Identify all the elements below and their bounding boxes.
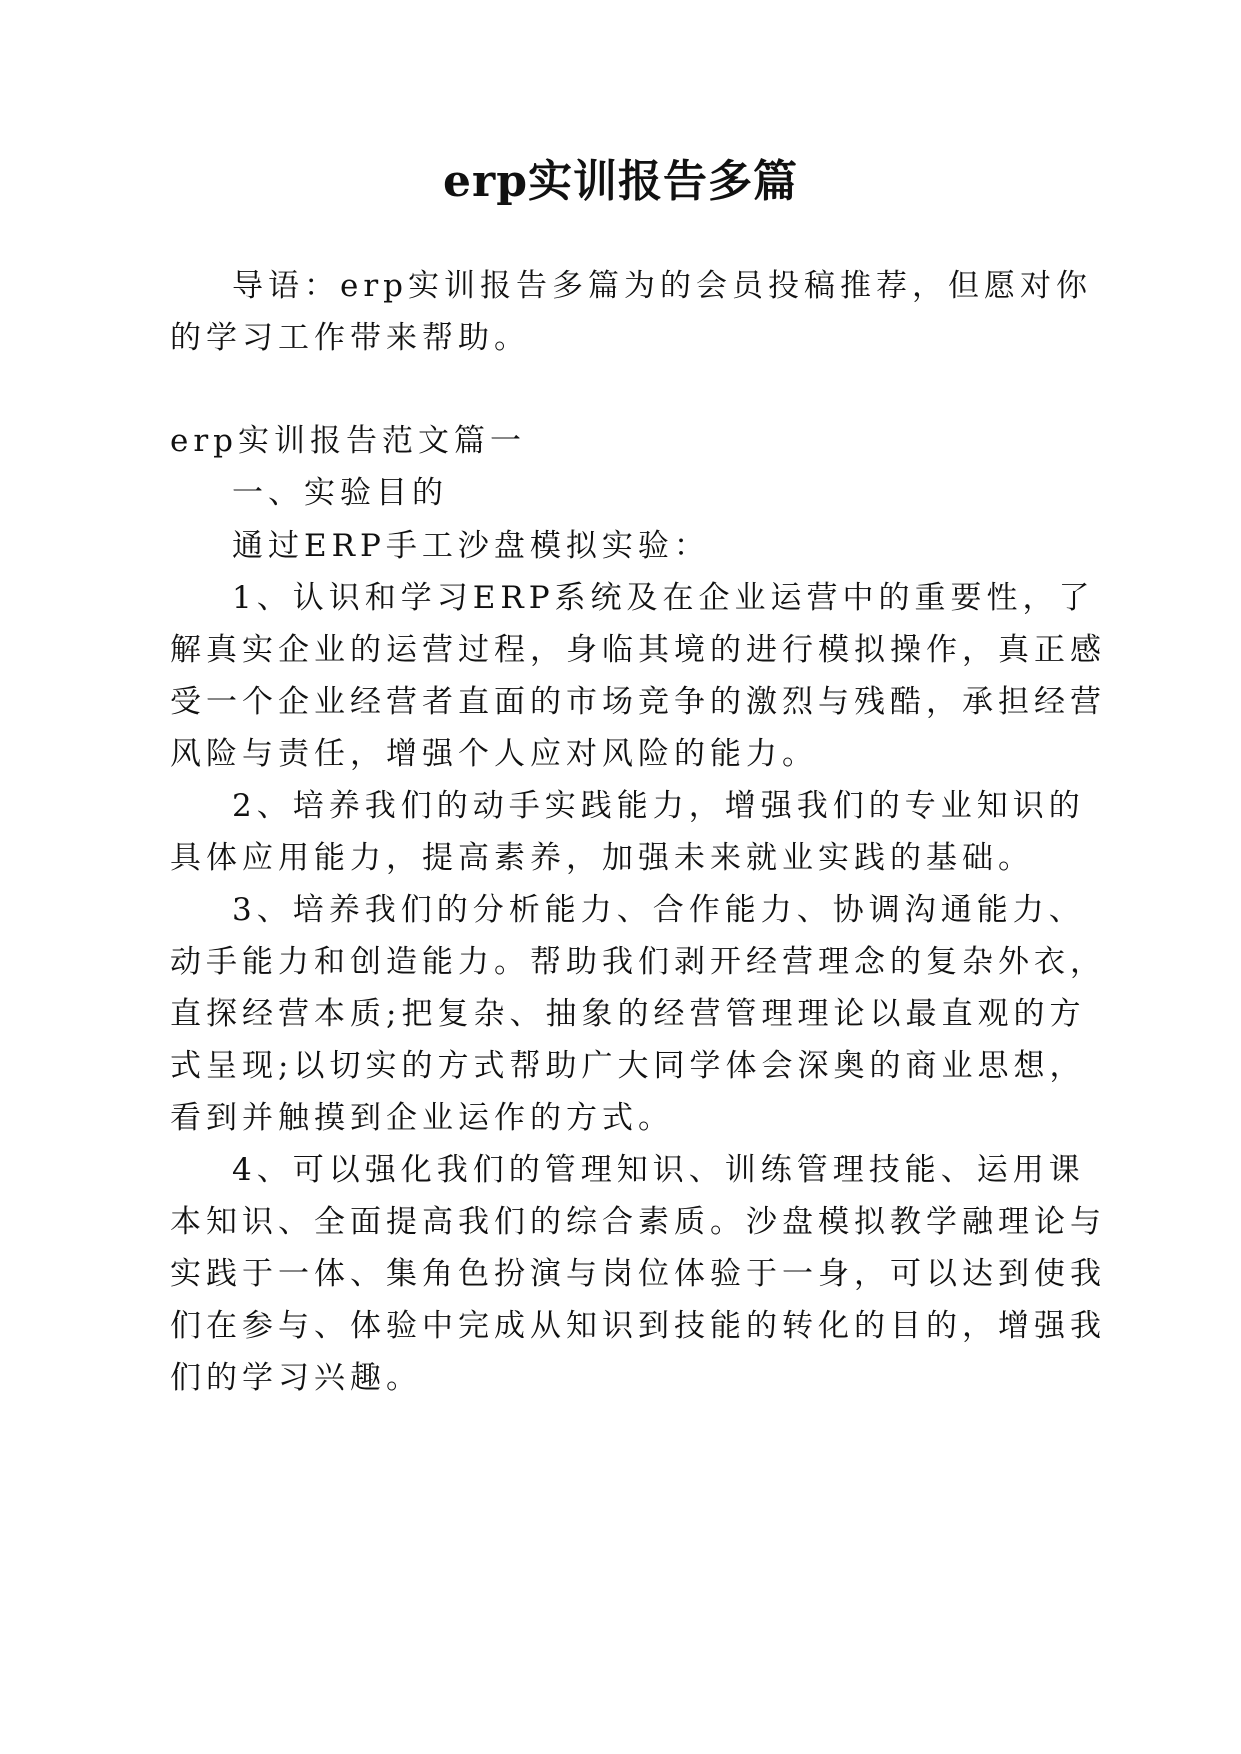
paragraph-line: 实践于一体、集角色扮演与岗位体验于一身，可以达到使我 (170, 1256, 1106, 1292)
paragraph-line: 通过ERP手工沙盘模拟实验： (232, 528, 710, 564)
paragraph-line: 受一个企业经营者直面的市场竞争的激烈与残酷，承担经营 (170, 684, 1106, 720)
paragraph-line: 式呈现;以切实的方式帮助广大同学体会深奥的商业思想， (170, 1048, 1086, 1084)
paragraph-line: 直探经营本质;把复杂、抽象的经营管理理论以最直观的方 (170, 996, 1086, 1032)
section-heading: erp实训报告范文篇一 (170, 423, 527, 459)
paragraph-line: 1、认识和学习ERP系统及在企业运营中的重要性，了 (232, 580, 1095, 616)
paragraph-line: 2、培养我们的动手实践能力，增强我们的专业知识的 (232, 788, 1085, 824)
subsection-heading: 一、实验目的 (232, 475, 448, 511)
paragraph-line: 动手能力和创造能力。帮助我们剥开经营理念的复杂外衣， (170, 944, 1106, 980)
document-title: erp实训报告多篇 (443, 156, 798, 207)
intro-line-1: 导语：erp实训报告多篇为的会员投稿推荐，但愿对你 (232, 268, 1093, 304)
paragraph-line: 看到并触摸到企业运作的方式。 (170, 1100, 674, 1136)
paragraph-line: 4、可以强化我们的管理知识、训练管理技能、运用课 (232, 1152, 1085, 1188)
paragraph-line: 具体应用能力，提高素养，加强未来就业实践的基础。 (170, 840, 1034, 876)
paragraph-line: 们的学习兴趣。 (170, 1360, 422, 1396)
paragraph-line: 本知识、全面提高我们的综合素质。沙盘模拟教学融理论与 (170, 1204, 1106, 1240)
paragraph-line: 解真实企业的运营过程，身临其境的进行模拟操作，真正感 (170, 632, 1106, 668)
paragraph-line: 风险与责任，增强个人应对风险的能力。 (170, 736, 818, 772)
paragraph-line: 3、培养我们的分析能力、合作能力、协调沟通能力、 (232, 892, 1085, 928)
intro-line-2: 的学习工作带来帮助。 (170, 320, 530, 356)
paragraph-line: 们在参与、体验中完成从知识到技能的转化的目的，增强我 (170, 1308, 1106, 1344)
